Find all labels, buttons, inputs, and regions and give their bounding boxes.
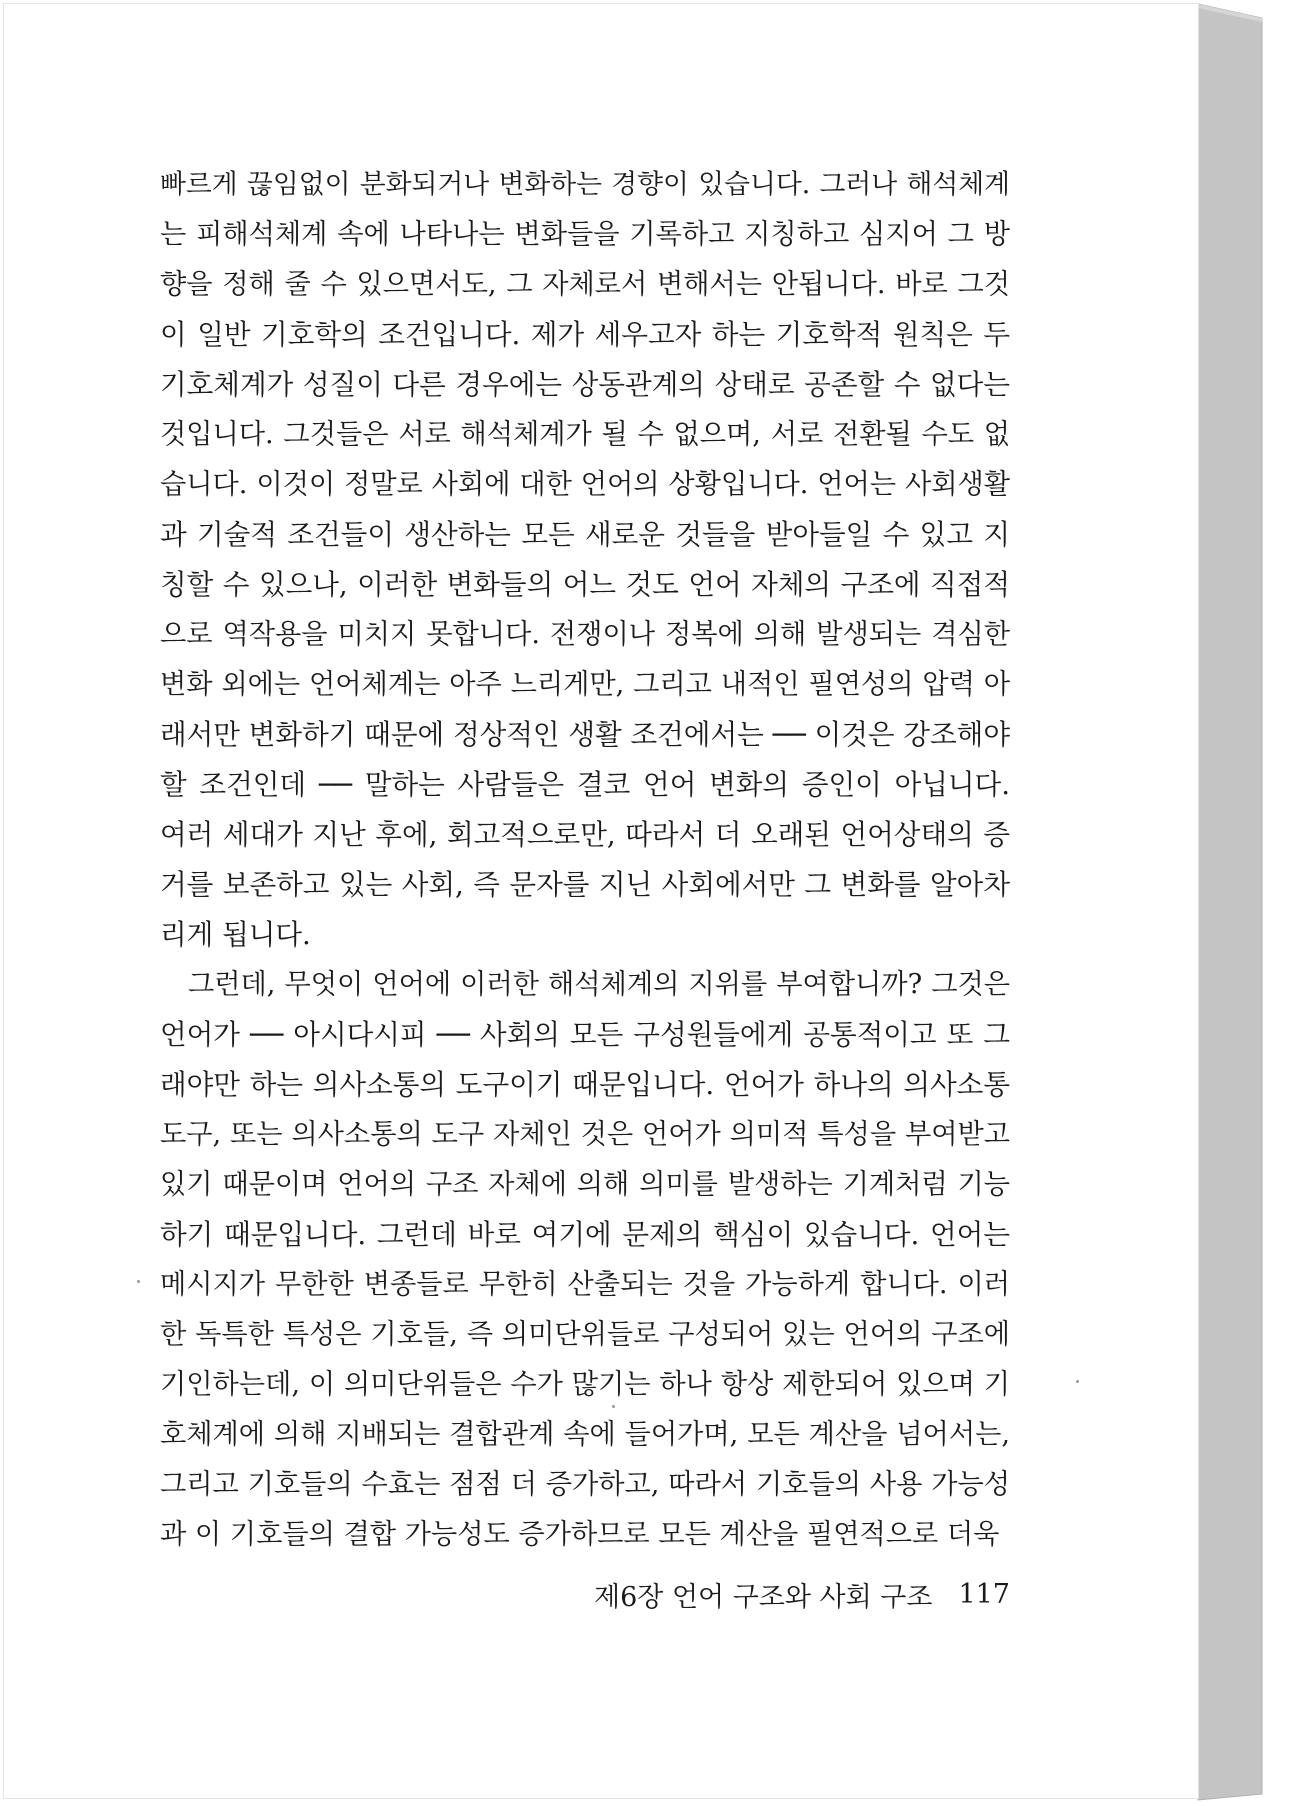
chapter-title: 제6장 언어 구조와 사회 구조 [594,1581,933,1613]
text-line: 거를 보존하고 있는 사회, 즉 문자를 지닌 사회에서만 그 변화를 알아차 [160,868,1010,901]
text-line: 언어가 ── 아시다시피 ── 사회의 모든 구성원들에게 공통적이고 또 그 [160,1018,1010,1051]
text-line: 하기 때문입니다. 그런데 바로 여기에 문제의 핵심이 있습니다. 언어는 [160,1218,1010,1251]
text-line: 여러 세대가 지난 후에, 회고적으로만, 따라서 더 오래된 언어상태의 증 [160,818,1010,851]
text-line: 래서만 변화하기 때문에 정상적인 생활 조건에서는 ── 이것은 강조해야 [160,718,1010,751]
text-line: 것입니다. 그것들은 서로 해석체계가 될 수 없으며, 서로 전환될 수도 없 [160,419,1010,450]
text-line: 그리고 기호들의 수효는 점점 더 증가하고, 따라서 기호들의 사용 가능성 [160,1469,1010,1500]
text-line: 과 이 기호들의 결합 가능성도 증가하므로 모든 계산을 필연적으로 더욱 [160,1519,1000,1550]
text-line: 과 기술적 조건들이 생산하는 모든 새로운 것들을 받아들일 수 있고 지 [160,518,1010,551]
text-line: 메시지가 무한한 변종들로 무한히 산출되는 것을 가능하게 합니다. 이러 [160,1269,1010,1300]
text-line: 빠르게 끊임없이 분화되거나 변화하는 경향이 있습니다. 그러나 해석체계 [160,169,1010,200]
text-line: 리게 됩니다. [160,918,311,951]
text-line: 있기 때문이며 언어의 구조 자체에 의해 의미를 발생하는 기계처럼 기능 [160,1169,1010,1200]
page-number: 117 [958,1578,1010,1610]
text-line: 기호체계가 성질이 다른 경우에는 상동관계의 상태로 공존할 수 없다는 [160,368,1010,401]
text-line: 이 일반 기호학의 조건입니다. 제가 세우고자 하는 기호학적 원칙은 두 [160,318,1010,351]
text-line: 향을 정해 줄 수 있으면서도, 그 자체로서 변해서는 안됩니다. 바로 그것 [160,269,1010,300]
text-line: 는 피해석체계 속에 나타나는 변화들을 기록하고 지칭하고 심지어 그 방 [160,219,1010,250]
text-line: 으로 역작용을 미치지 못합니다. 전쟁이나 정복에 의해 발생되는 격심한 [160,619,1010,650]
text-line: 도구, 또는 의사소통의 도구 자체인 것은 언어가 의미적 특성을 부여받고 [160,1119,1010,1150]
text-line: 할 조건인데 ── 말하는 사람들은 결코 언어 변화의 증인이 아닙니다. [160,768,1010,801]
text-line: 래야만 하는 의사소통의 도구이기 때문입니다. 언어가 하나의 의사소통 [160,1068,1010,1101]
text-line: 칭할 수 있으나, 이러한 변화들의 어느 것도 언어 자체의 구조에 직접적 [160,568,1010,601]
book-edge-side [1198,4,1262,1800]
text-line: 한 독특한 특성은 기호들, 즉 의미단위들로 구성되어 있는 언어의 구조에 [160,1319,1010,1350]
paragraph [160,960,1010,1560]
text-line: 그런데, 무엇이 언어에 이러한 해석체계의 지위를 부여합니까? 그것은 [188,969,1010,1000]
text-line: 호체계에 의해 지배되는 결합관계 속에 들어가며, 모든 계산을 넘어서는, [160,1419,1010,1450]
scan-speck [137,1280,140,1283]
text-line: 습니다. 이것이 정말로 사회에 대한 언어의 상황입니다. 언어는 사회생활 [160,469,1010,500]
running-footer [580,1572,1010,1616]
text-line: 변화 외에는 언어체계는 아주 느리게만, 그리고 내적인 필연성의 압력 아 [160,669,1010,700]
scan-speck [612,1405,615,1408]
text-line: 기인하는데, 이 의미단위들은 수가 많기는 하나 항상 제한되어 있으며 기 [160,1369,1010,1400]
paragraph [160,160,1010,960]
scan-speck [1076,1380,1079,1383]
body-text [160,160,1010,1560]
